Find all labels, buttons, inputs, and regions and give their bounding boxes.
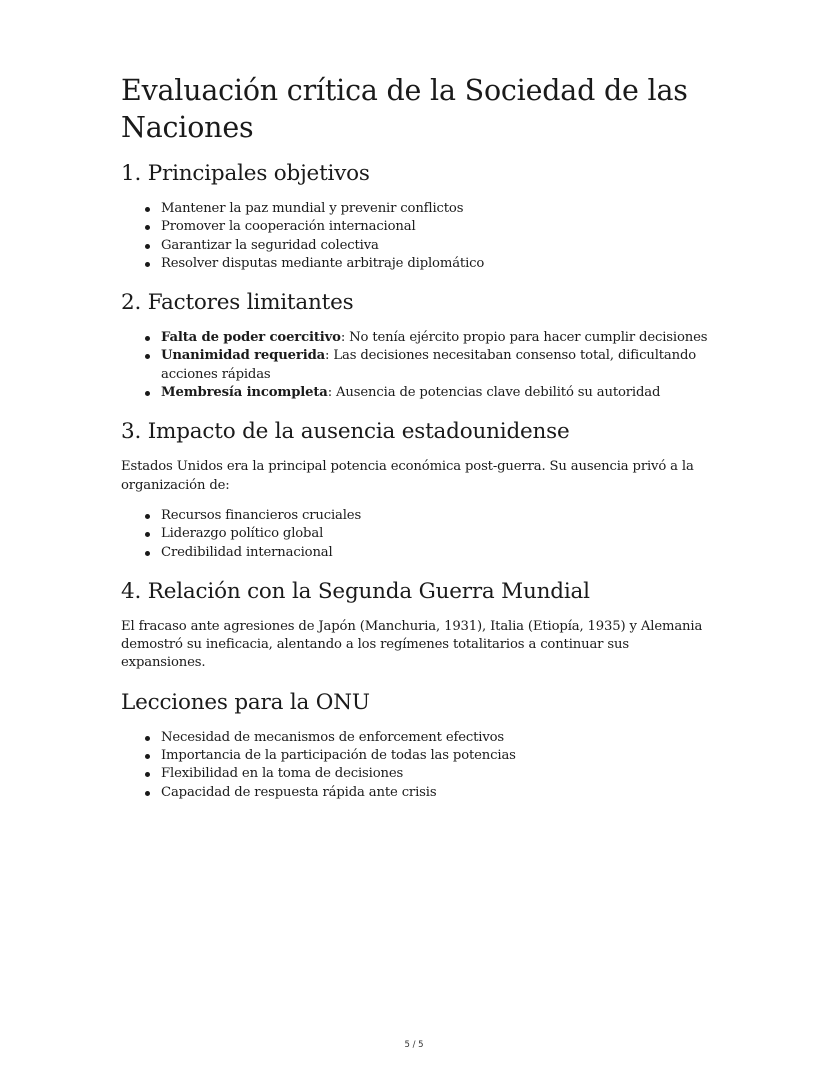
section-paragraph: Estados Unidos era la principal potencia económica post-guerra. Su ausencia privó a la organización de: [121,459,694,493]
list-item: Recursos financieros cruciales [161,507,711,525]
section-objectives [121,160,711,273]
list-item [161,347,711,384]
item-text: : No tenía ejército propio para hacer cumplir decisiones [340,330,708,346]
list-item: Capacidad de respuesta rápida ante crisis [161,784,711,802]
item-text: : Ausencia de potencias clave debilitó su autoridad [327,385,661,401]
bullet-list [121,507,711,562]
bullet-list [121,729,711,802]
section-heading: 4. Relación con la Segunda Guerra Mundial [121,578,590,604]
section-heading: 3. Impacto de la ausencia estadounidense [121,419,570,445]
section-heading: 1. Principales objetivos [121,161,370,186]
list-item: Flexibilidad en la toma de decisiones [161,765,711,783]
section-paragraph: El fracaso ante agresiones de Japón (Manchuria, 1931), Italia (Etiopía, 1935) y Alemania demostró su ineficacia, alentando a los regímenes totalitarios a continuar sus expansiones. [121,618,703,671]
section-wwii-relation [121,578,711,673]
item-term: Falta de poder coercitivo [161,330,341,346]
list-item: Importancia de la participación de todas las potencias [161,747,711,765]
section-limiting-factors [121,289,711,402]
item-term: Membresía incompleta [161,385,328,401]
section-heading: 2. Factores limitantes [121,290,354,316]
list-item: Liderazgo político global [161,525,711,543]
bullet-list [121,200,711,273]
item-text: : Las decisiones necesitaban consenso total, dificultando acciones rápidas [161,348,697,382]
item-term: Unanimidad requerida [161,348,326,364]
list-item: Credibilidad internacional [161,544,711,562]
list-item: Promover la cooperación internacional [161,218,711,236]
list-item: Necesidad de mecanismos de enforcement efectivos [161,729,711,747]
list-item: Mantener la paz mundial y prevenir conflictos [161,200,711,218]
section-heading: Lecciones para la ONU [121,689,370,715]
list-item [161,384,711,402]
list-item: Garantizar la seguridad colectiva [161,237,711,255]
page-number: 5 / 5 [404,1040,424,1050]
list-item: Resolver disputas mediante arbitraje diplomático [161,255,711,273]
bullet-list [121,329,711,402]
section-un-lessons [121,689,711,802]
section-us-absence [121,418,711,561]
list-item [161,329,711,347]
document-page [121,72,711,818]
document-title: Evaluación crítica de la Sociedad de las Naciones [121,74,688,144]
